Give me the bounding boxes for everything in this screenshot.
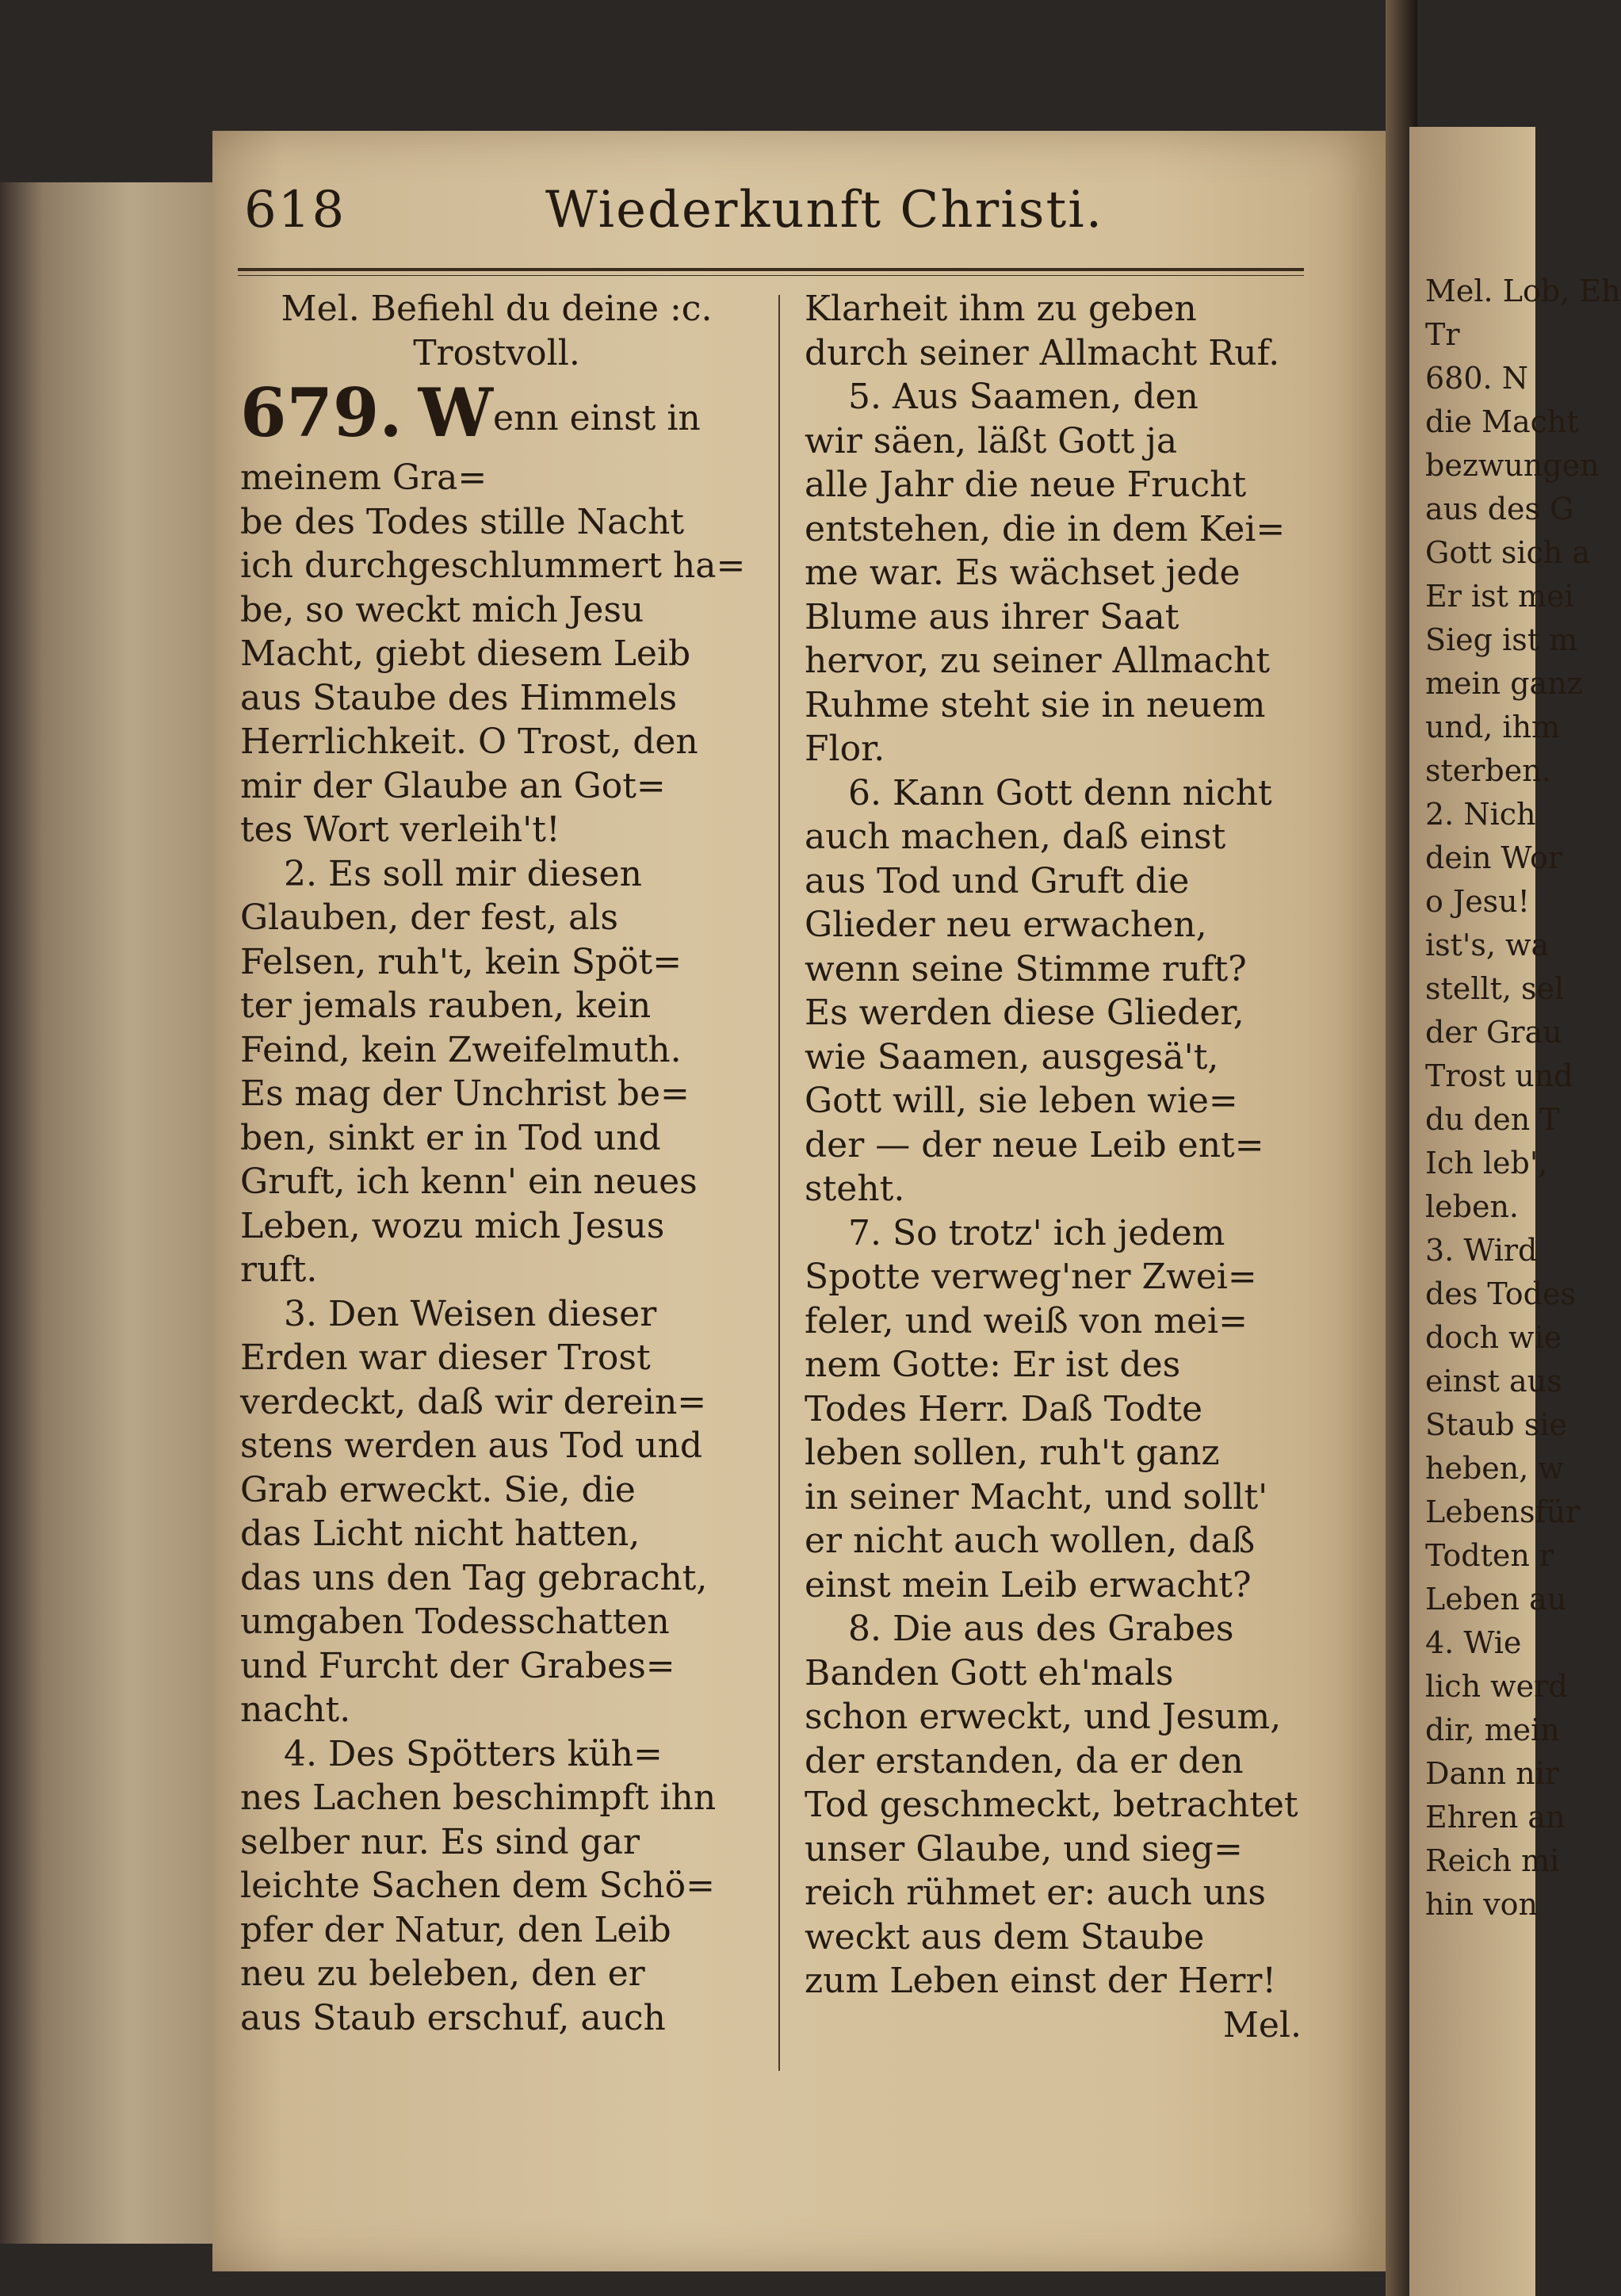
text-line: Es werden diese Glieder, — [805, 993, 1244, 1033]
text-line: Trost und — [1425, 1058, 1573, 1093]
text-line: aus Staub erschuf, auch — [240, 1997, 666, 2038]
text-line: Ich leb', — [1425, 1146, 1548, 1181]
text-line: 2. Es soll mir diesen — [284, 853, 642, 894]
text-line: einst aus — [1425, 1364, 1562, 1399]
page-header — [244, 181, 1298, 268]
text-line: Mel. Lob, Eh — [1425, 274, 1621, 308]
text-line: schon erweckt, und Jesum, — [805, 1697, 1282, 1737]
text-line: nem Gotte: Er ist des — [805, 1345, 1181, 1385]
text-line: alle Jahr die neue Frucht — [805, 465, 1247, 505]
text-line: 4. Des Spötters küh= — [284, 1733, 663, 1774]
text-line: unser Glaube, und sieg= — [805, 1828, 1243, 1869]
text-line: verdeckt, daß wir derein= — [240, 1381, 707, 1422]
facing-page — [1409, 127, 1621, 2296]
text-line: me war. Es wächset jede — [805, 553, 1241, 593]
text-line: nes Lachen beschimpft ihn — [240, 1777, 717, 1818]
text-line: 7. So trotz' ich jedem — [848, 1212, 1225, 1253]
text-line: be des Todes stille Nacht — [240, 501, 685, 542]
text-line: Grab erweckt. Sie, die — [240, 1469, 636, 1510]
text-line: Er ist mei — [1425, 579, 1574, 614]
text-line: mein ganz — [1425, 666, 1583, 701]
text-line: ben, sinkt er in Tod und — [240, 1117, 661, 1158]
text-line: dein Wor — [1425, 840, 1563, 875]
text-line: mir der Glaube an Got= — [240, 765, 666, 806]
text-line: Erden war dieser Trost — [240, 1337, 651, 1378]
text-line: hervor, zu seiner Allmacht — [805, 641, 1271, 681]
text-line: reich rühmet er: auch uns — [805, 1873, 1266, 1913]
text-line: Leben, wozu mich Jesus — [240, 1205, 665, 1246]
text-line: selber nur. Es sind gar — [240, 1821, 640, 1862]
facing-page-text — [1409, 127, 1621, 1927]
drop-cap: W — [418, 373, 493, 452]
text-line: enn einst in — [492, 398, 701, 438]
text-line: einst mein Leib erwacht? — [805, 1564, 1252, 1605]
right-column — [805, 287, 1309, 2047]
text-line: der — der neue Leib ent= — [805, 1124, 1264, 1165]
text-line: Todes Herr. Daß Todte — [805, 1388, 1203, 1429]
text-line: Ruhme steht sie in neuem — [805, 684, 1266, 725]
catchword: Mel. — [1222, 2004, 1302, 2045]
text-line: dir, mein — [1425, 1712, 1560, 1747]
text-line: Herrlichkeit. O Trost, den — [240, 721, 698, 762]
text-line: er nicht auch wollen, daß — [805, 1521, 1256, 1561]
text-line: Macht, giebt diesem Leib — [240, 633, 691, 674]
text-line: 5. Aus Saamen, den — [848, 377, 1199, 417]
text-line: 3. Den Weisen dieser — [284, 1293, 657, 1334]
text-line: 2. Nich — [1425, 797, 1536, 832]
text-line: Gott sich a — [1425, 535, 1590, 570]
text-line: ruft. — [240, 1249, 318, 1290]
text-line: sterben. — [1425, 753, 1551, 788]
column-divider — [778, 295, 780, 2071]
text-line: tes Wort verleih't! — [240, 809, 560, 850]
running-title: Wiederkunft Christi. — [545, 181, 1104, 239]
text-line: der erstanden, da er den — [805, 1740, 1244, 1781]
text-line: in seiner Macht, und sollt' — [805, 1476, 1268, 1517]
text-line: der Grau — [1425, 1015, 1562, 1050]
text-line: Sieg ist m — [1425, 622, 1578, 657]
text-line: Dann nir — [1425, 1756, 1559, 1791]
text-line: Tr — [1425, 317, 1460, 352]
text-line: Ehren an — [1425, 1800, 1566, 1835]
text-line: doch wie — [1425, 1320, 1562, 1355]
text-line: entstehen, die in dem Kei= — [805, 508, 1286, 549]
text-line: und Furcht der Grabes= — [240, 1645, 675, 1686]
text-line: ist's, wa — [1425, 928, 1550, 962]
text-line: auch machen, daß einst — [805, 817, 1226, 857]
text-line: zum Leben einst der Herr! — [805, 1961, 1277, 2001]
text-line: weckt aus dem Staube — [805, 1916, 1205, 1957]
text-line: Glauben, der fest, als — [240, 897, 618, 938]
text-line: durch seiner Allmacht Ruf. — [805, 332, 1280, 373]
text-line: 6. Kann Gott denn nicht — [848, 772, 1272, 813]
text-line: heben, w — [1425, 1451, 1564, 1486]
text-line: stens werden aus Tod und — [240, 1425, 703, 1466]
text-line: meinem Gra= — [240, 457, 487, 498]
text-line: Felsen, ruh't, kein Spöt= — [240, 941, 682, 982]
text-line: das Licht nicht hatten, — [240, 1513, 640, 1554]
text-line: ich durchgeschlummert ha= — [240, 545, 746, 586]
text-line: neu zu beleben, den er — [240, 1954, 645, 1994]
text-line: 8. Die aus des Grabes — [848, 1609, 1234, 1649]
text-line: Flor. — [805, 729, 885, 769]
text-line: 4. Wie — [1425, 1625, 1522, 1660]
hymn-first-line — [240, 375, 753, 456]
page-number: 618 — [244, 181, 346, 239]
text-line: des Todes — [1425, 1276, 1576, 1311]
text-line: feler, und weiß von mei= — [805, 1300, 1248, 1341]
right-column-text — [805, 287, 1309, 2003]
text-line: bezwungen — [1425, 448, 1600, 483]
text-line: Gott will, sie leben wie= — [805, 1081, 1238, 1121]
text-line: lich werd — [1425, 1669, 1568, 1704]
text-line: Feind, kein Zweifelmuth. — [240, 1029, 682, 1070]
text-line: Klarheit ihm zu geben — [805, 289, 1197, 329]
text-line: umgaben Todesschatten — [240, 1601, 670, 1642]
text-line: Lebensfür — [1425, 1494, 1581, 1529]
text-line: Gruft, ich kenn' ein neues — [240, 1161, 698, 1202]
text-line: wir säen, läßt Gott ja — [805, 420, 1178, 461]
header-rule — [238, 268, 1304, 271]
text-line: stellt, sel — [1425, 971, 1565, 1006]
text-line: Reich mi — [1425, 1843, 1560, 1878]
left-column — [240, 287, 753, 2040]
text-line: Glieder neu erwachen, — [805, 905, 1207, 945]
text-line: aus Staube des Himmels — [240, 677, 678, 718]
text-line: Blume aus ihrer Saat — [805, 596, 1179, 637]
text-line: Staub sie — [1425, 1407, 1567, 1442]
hymn-number: 679. — [240, 373, 403, 452]
text-line: die Macht — [1425, 404, 1579, 439]
text-line: wenn seine Stimme ruft? — [805, 948, 1247, 989]
text-line: steht. — [805, 1169, 905, 1209]
text-line: nacht. — [240, 1689, 351, 1730]
text-line: du den T — [1425, 1102, 1560, 1137]
text-line: 3. Wird — [1425, 1233, 1538, 1268]
text-line: 680. N — [1425, 361, 1528, 396]
text-line: Banden Gott eh'mals — [805, 1652, 1174, 1693]
text-line: Es mag der Unchrist be= — [240, 1073, 690, 1114]
melody-line: Mel. Befiehl du deine :c. — [281, 289, 713, 329]
text-line: Tod geschmeckt, betrachtet — [805, 1785, 1298, 1825]
text-line: aus des G — [1425, 492, 1574, 526]
text-line: leben sollen, ruh't ganz — [805, 1433, 1220, 1473]
hymn-subtitle: Trostvoll. — [413, 332, 580, 373]
text-line: ter jemals rauben, kein — [240, 985, 652, 1026]
text-line: leben. — [1425, 1189, 1520, 1224]
text-line: Spotte verweg'ner Zwei= — [805, 1257, 1257, 1297]
text-line: das uns den Tag gebracht, — [240, 1557, 708, 1598]
left-column-text — [240, 456, 753, 2040]
text-line: aus Tod und Gruft die — [805, 860, 1190, 901]
text-line: und, ihm — [1425, 710, 1561, 744]
text-line: Todten r — [1425, 1538, 1554, 1573]
text-line: leichte Sachen dem Schö= — [240, 1866, 715, 1906]
text-line: o Jesu! — [1425, 884, 1530, 919]
text-line: be, so weckt mich Jesu — [240, 589, 644, 630]
text-line: hin von — [1425, 1887, 1538, 1922]
hymn-679 — [240, 375, 753, 2040]
book-edge — [0, 182, 238, 2244]
text-line: pfer der Natur, den Leib — [240, 1909, 671, 1950]
text-line: wie Saamen, ausgesä't, — [805, 1036, 1219, 1077]
text-line: Leben au — [1425, 1582, 1567, 1617]
